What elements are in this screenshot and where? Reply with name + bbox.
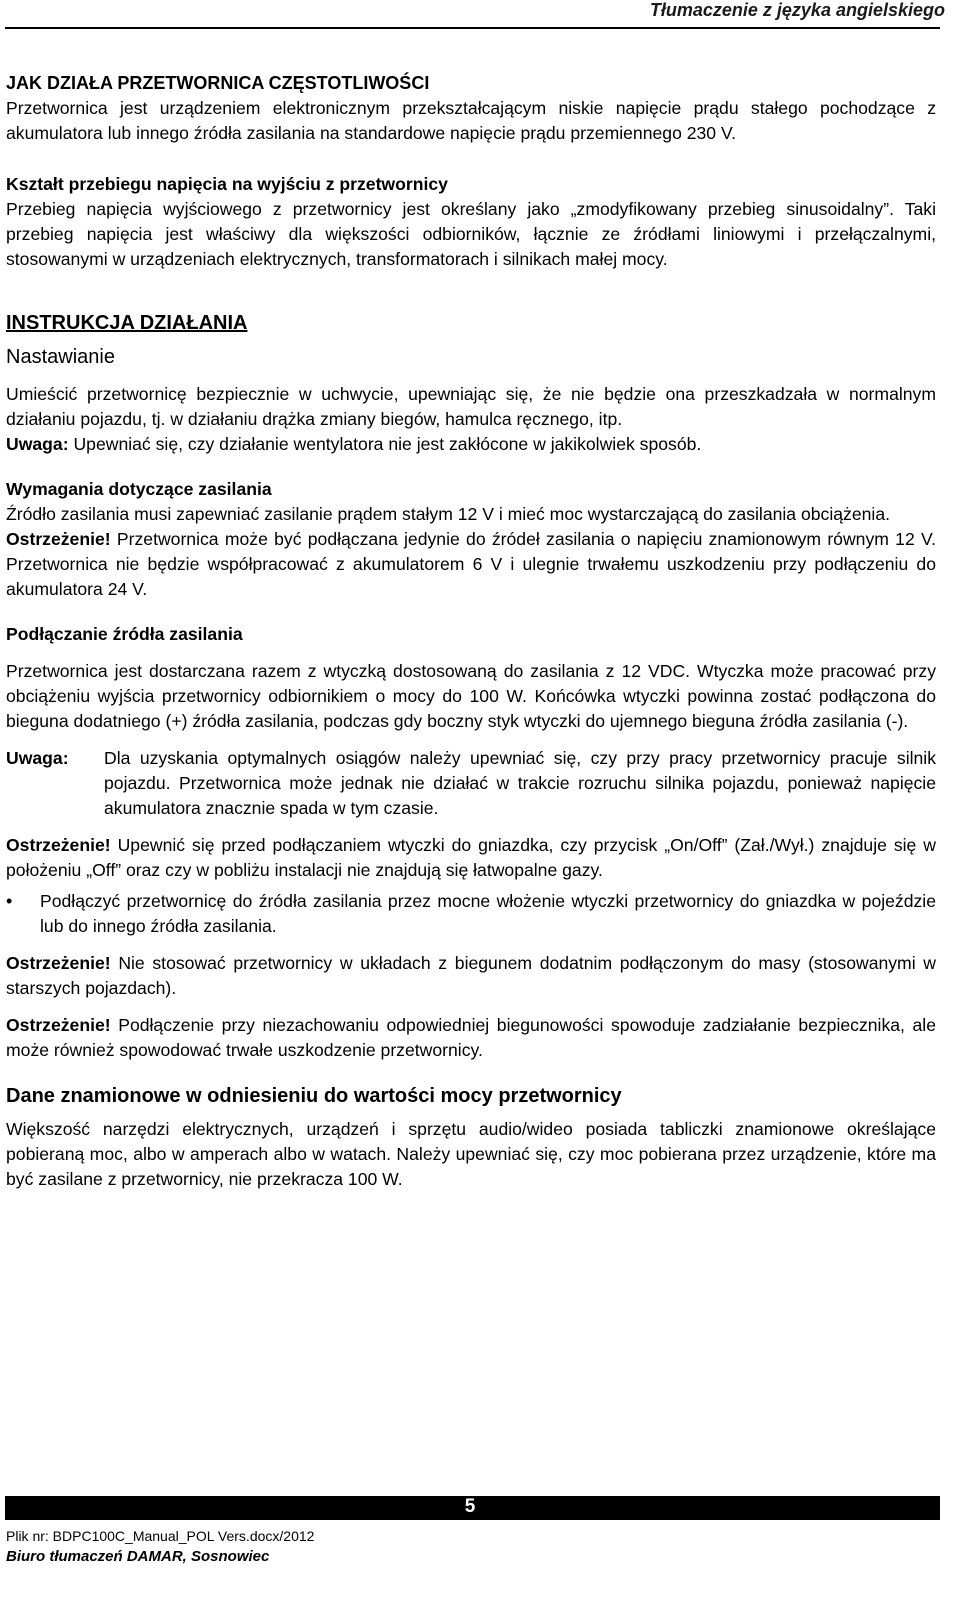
warning-label: Ostrzeżenie! [6, 1015, 111, 1035]
setting-note [6, 432, 936, 457]
section-title-waveform: Kształt przebiegu napięcia na wyjściu z przetwornicy [6, 174, 448, 194]
footer-bureau: Biuro tłumaczeń DAMAR, Sosnowiec [6, 1548, 270, 1565]
power-warning [6, 527, 936, 602]
section-text-how-it-works: Przetwornica jest urządzeniem elektronicznym przekształcającym niskie napięcie prądu stałego pochodzące z akumulatora lub innego źródła zasilania na standardowe napięcie prądu przemiennego 230 V. [6, 98, 936, 143]
warning-text: Podłączenie przy niezachowaniu odpowiedniej biegunowości spowoduje zadziałanie bezpiecznika, ale może również spowodować trwałe uszkodzenie przetwornicy. [6, 1015, 936, 1060]
note-text: Dla uzyskania optymalnych osiągów należy upewniać się, czy przy pracy przetwornicy pracuje silnik pojazdu. Przetwornica może jednak nie działać w trakcie rozruchu silnika pojazdu, ponieważ napięcie akumulatora znacznie spada w tym czasie. [104, 748, 936, 818]
power-text: Źródło zasilania musi zapewniać zasilanie prądem stałym 12 V i mieć moc wystarczającą do zasilania obciążenia. [6, 504, 890, 524]
note-text: Upewniać się, czy działanie wentylatora nie jest zakłócone w jakikolwiek sposób. [73, 434, 702, 454]
section-title-power: Wymagania dotyczące zasilania [6, 479, 272, 499]
connect-text: Przetwornica jest dostarczana razem z wtyczką dostosowaną do zasilania z 12 VDC. Wtyczka może pracować przy obciążeniu wyjścia przetwornicy odbiornikiem o mocy do 100 W. Końcówka wtyczki powinna zostać podłączona do bieguna dodatniego (+) źródła zasilania, podczas gdy boczny styk wtyczki do ujemnego bieguna źródła zasilania (-). [6, 661, 936, 731]
section-title-connect: Podłączanie źródła zasilania [6, 624, 243, 644]
warning-label: Ostrzeżenie! [6, 529, 111, 549]
setting-text: Umieścić przetwornicę bezpiecznie w uchwycie, upewniając się, że nie będzie ona przeszkadzała w normalnym działaniu pojazdu, tj. w działaniu drążka zmiany biegów, hamulca ręcznego, itp. [6, 384, 936, 429]
page-number: 5 [464, 1496, 476, 1517]
header-rule [5, 27, 940, 29]
warning-label: Ostrzeżenie! [6, 953, 111, 973]
warning-label: Ostrzeżenie! [6, 835, 111, 855]
section-title-how-it-works: JAK DZIAŁA PRZETWORNICA CZĘSTOTLIWOŚCI [6, 73, 430, 93]
connect-note [6, 746, 936, 821]
connect-warning-3 [6, 1013, 936, 1063]
page-header [0, 0, 945, 21]
bullet-text: Podłączyć przetwornicę do źródła zasilania przez mocne włożenie wtyczki przetwornicy do gniazdka w pojeździe lub do innego źródła zasilania. [40, 891, 936, 936]
document-body [6, 70, 936, 1192]
bullet-icon: • [6, 891, 13, 911]
header-title: Tłumaczenie z języka angielskiego [649, 0, 945, 20]
warning-text: Upewnić się przed podłączaniem wtyczki do gniazdka, czy przycisk „On/Off” (Zał./Wył.) znajduje się w położeniu „Off” oraz czy w pobliżu instalacji nie znajdują się łatwopalne gazy. [6, 835, 937, 880]
note-label: Uwaga: [6, 434, 69, 454]
warning-text: Nie stosować przetwornicy w układach z biegunem dodatnim podłączonym do masy (stosowanymi w starszych pojazdach). [6, 953, 937, 998]
connect-warning-1 [6, 833, 936, 883]
footer-file-name: Plik nr: BDPC100C_Manual_POL Vers.docx/2012 [6, 1528, 315, 1544]
section-title-rating: Dane znamionowe w odniesieniu do wartości mocy przetwornicy [6, 1085, 622, 1107]
section-title-instructions: INSTRUKCJA DZIAŁANIA [6, 312, 248, 334]
connect-bullet [6, 889, 936, 939]
note-label: Uwaga: [6, 748, 69, 768]
connect-warning-2 [6, 951, 936, 1001]
warning-text: Przetwornica może być podłączana jedynie do źródeł zasilania o napięciu znamionowym równym 12 V. Przetwornica nie będzie współpracować z akumulatorem 6 V i ulegnie trwałemu uszkodzeniu przy podłączeniu do akumulatora 24 V. [6, 529, 936, 599]
section-text-waveform: Przebieg napięcia wyjściowego z przetwornicy jest określany jako „zmodyfikowany przebieg sinusoidalny”. Taki przebieg napięcia jest właściwy dla większości odbiorników, łącznie ze źródłami liniowymi i przełączalnymi, stosowanymi w urządzeniach elektrycznych, transformatorach i silnikach małej mocy. [6, 199, 936, 269]
rating-text: Większość narzędzi elektrycznych, urządzeń i sprzętu audio/wideo posiada tabliczki znamionowe określające pobieraną moc, albo w amperach albo w watach. Należy upewniać się, czy moc pobierana przez urządzenie, które ma być zasilane z przetwornicy, nie przekracza 100 W. [6, 1119, 936, 1189]
subsection-title-setting: Nastawianie [6, 346, 115, 368]
